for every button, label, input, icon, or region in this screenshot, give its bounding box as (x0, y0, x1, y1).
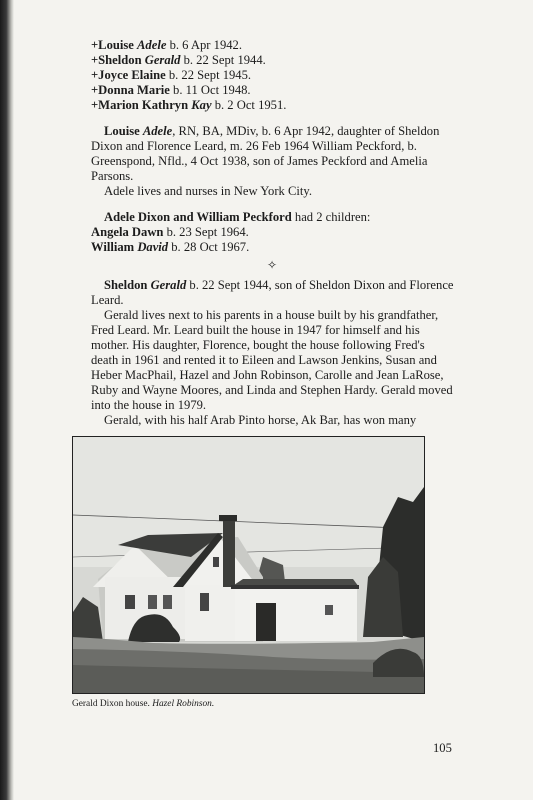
list-item: +Louise Adele b. 6 Apr 1942. (91, 38, 242, 52)
louise-note: Adele lives and nurses in New York City. (104, 184, 313, 198)
children-list (91, 38, 453, 113)
house-photo (72, 436, 425, 694)
photo-caption: Gerald Dixon house. Hazel Robinson. (72, 699, 215, 709)
ornament-divider: ✧ (266, 258, 278, 272)
sheldon-paragraph: Sheldon Gerald b. 22 Sept 1944, son of Sheldon Dixon and Florence Leard. (91, 278, 454, 307)
page-text (91, 38, 453, 428)
list-item: Angela Dawn b. 23 Sept 1964. (91, 225, 249, 239)
gerald-paragraph: Gerald lives next to his parents in a house built by his grandfather, Fred Leard. Mr. Leard built the house in 1947 for himself and his mother. His daughter, Florence, bought the house following Fred's death in 1961 and rented it to Eileen and Lawson Jenkins, Susan and Heber MacPhail, Hazel and John Robinson, Carolle and Jean LaRose, Ruby and Wayne Moores, and Linda and Stephen Hardy. Gerald moved into the house in 1979. Gerald, with his half Arab Pinto horse, Ak Bar, has won many (91, 308, 453, 427)
list-item: +Donna Marie b. 11 Oct 1948. (91, 83, 251, 97)
list-item: +Joyce Elaine b. 22 Sept 1945. (91, 68, 252, 82)
list-item: +Marion Kathryn Kay b. 2 Oct 1951. (91, 98, 287, 112)
horse-line: Gerald, with his half Arab Pinto horse, Ak Bar, has won many (104, 413, 417, 427)
page-number: 105 (433, 741, 452, 755)
list-item: William David b. 28 Oct 1967. (91, 240, 250, 254)
book-spine-shadow (0, 0, 14, 800)
photo-credit: Hazel Robinson. (152, 699, 215, 709)
list-item: +Sheldon Gerald b. 22 Sept 1944. (91, 53, 266, 67)
louise-paragraph: Louise Adele, RN, BA, MDiv, b. 6 Apr 1942, daughter of Sheldon Dixon and Florence Leard, m. 26 Feb 1964 William Peckford, b. Greenspond, Nfld., 4 Oct 1938, son of James Peckford and Amelia Parsons. Adele lives and nurses in New York City. (91, 124, 453, 199)
adele-children: Adele Dixon and William Peckford had 2 children: Angela Dawn b. 23 Sept 1964. William David b. 28 Oct 1967. (91, 210, 453, 255)
